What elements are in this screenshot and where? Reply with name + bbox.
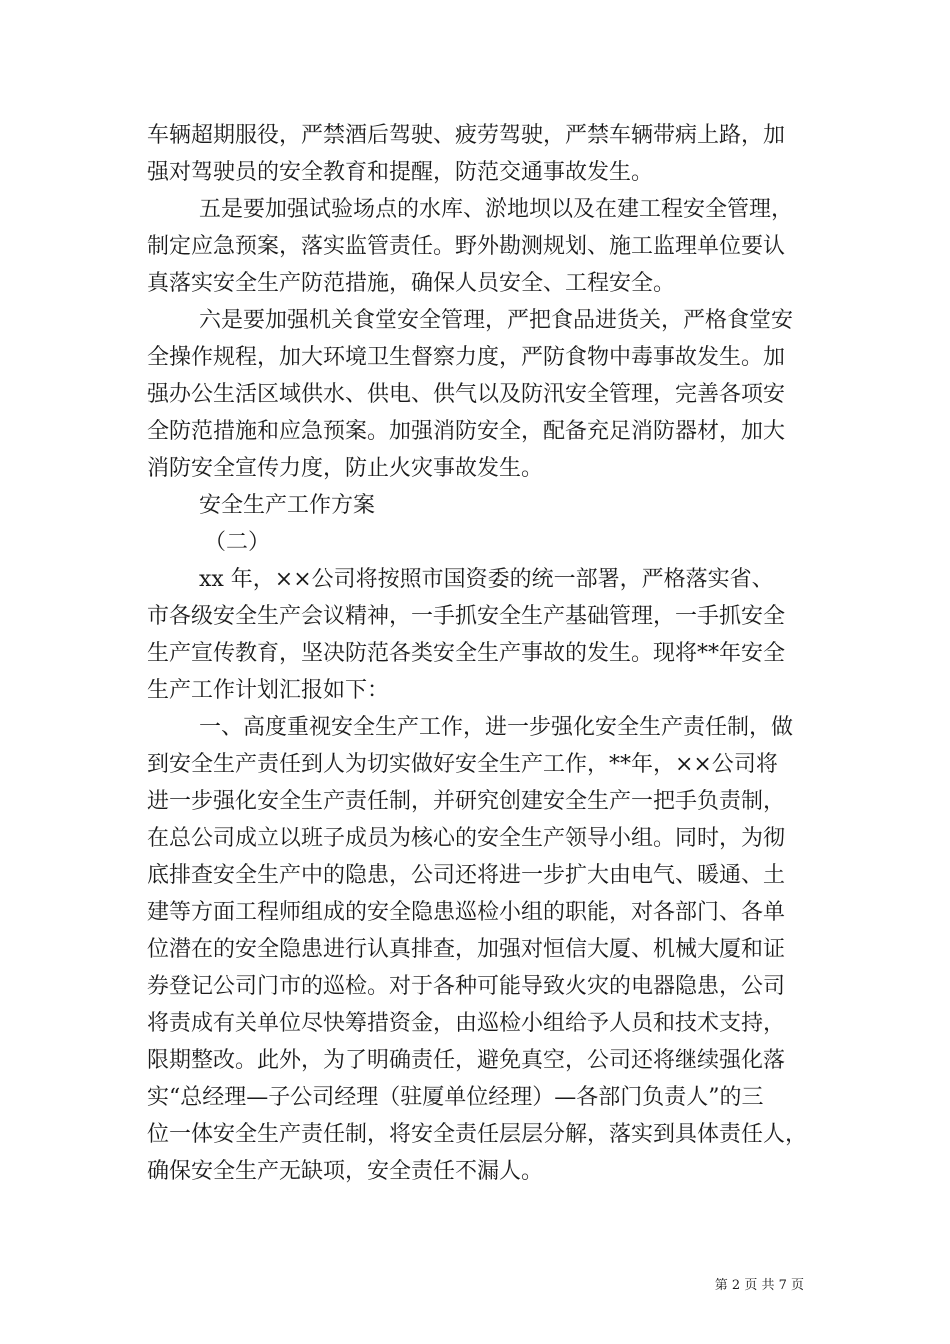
text-line: 生产工作计划汇报如下： xyxy=(147,678,390,703)
document-body xyxy=(147,117,817,1190)
text-line: 强办公生活区域供水、供电、供气以及防汛安全管理，完善各项安 xyxy=(147,382,786,407)
intro-paragraph-start: xx 年，××公司将按照市国资委的统一部署，严格落实省、 xyxy=(199,567,774,592)
text-line: 全防范措施和应急预案。加强消防安全，配备充足消防器材，加大 xyxy=(147,419,786,444)
text-line: 限期整改。此外，为了明确责任，避免真空，公司还将继续强化落 xyxy=(147,1048,786,1073)
text-line: 实“总经理—子公司经理（驻厦单位经理）—各部门负责人”的三 xyxy=(147,1085,764,1110)
text-line: 强对驾驶员的安全教育和提醒，防范交通事故发生。 xyxy=(147,160,654,185)
text-line: 进一步强化安全生产责任制，并研究创建安全生产一把手负责制， xyxy=(147,789,786,814)
item-one-start: 一、高度重视安全生产工作，进一步强化安全生产责任制，做 xyxy=(199,715,794,740)
text-line: 全操作规程，加大环境卫生督察力度，严防食物中毒事故发生。加 xyxy=(147,345,786,370)
text-line: 确保安全生产无缺项，安全责任不漏人。 xyxy=(147,1159,544,1184)
paragraph-six-start: 六是要加强机关食堂安全管理，严把食品进货关，严格食堂安 xyxy=(199,308,794,333)
section-title: 安全生产工作方案 xyxy=(199,493,376,518)
text-line: 在总公司成立以班子成员为核心的安全生产领导小组。同时，为彻 xyxy=(147,826,786,851)
text-line: 底排查安全生产中的隐患，公司还将进一步扩大由电气、暖通、土 xyxy=(147,863,786,888)
text-line: 位一体安全生产责任制，将安全责任层层分解，落实到具体责任人， xyxy=(147,1122,808,1147)
text-line: 制定应急预案，落实监管责任。野外勘测规划、施工监理单位要认 xyxy=(147,234,786,259)
text-line: 真落实安全生产防范措施，确保人员安全、工程安全。 xyxy=(147,271,676,296)
text-line: 将责成有关单位尽快筹措资金，由巡检小组给予人员和技术支持， xyxy=(147,1011,786,1036)
text-line: 消防安全宣传力度，防止火灾事故发生。 xyxy=(147,456,544,481)
paragraph-five-start: 五是要加强试验场点的水库、淤地坝以及在建工程安全管理， xyxy=(199,197,794,222)
text-line: 生产宣传教育，坚决防范各类安全生产事故的发生。现将**年安全 xyxy=(147,641,786,666)
text-line: 车辆超期服役，严禁酒后驾驶、疲劳驾驶，严禁车辆带病上路，加 xyxy=(147,123,786,148)
section-number: （二） xyxy=(204,530,271,555)
text-line: 券登记公司门市的巡检。对于各种可能导致火灾的电器隐患，公司 xyxy=(147,974,786,999)
text-line: 建等方面工程师组成的安全隐患巡检小组的职能，对各部门、各单 xyxy=(147,900,786,925)
text-line: 市各级安全生产会议精神，一手抓安全生产基础管理，一手抓安全 xyxy=(147,604,786,629)
text-line: 到安全生产责任到人为切实做好安全生产工作，**年，××公司将 xyxy=(147,752,778,777)
text-line: 位潜在的安全隐患进行认真排查，加强对恒信大厦、机械大厦和证 xyxy=(147,937,786,962)
page-number-footer: 第 2 页 共 7 页 xyxy=(714,1278,804,1293)
